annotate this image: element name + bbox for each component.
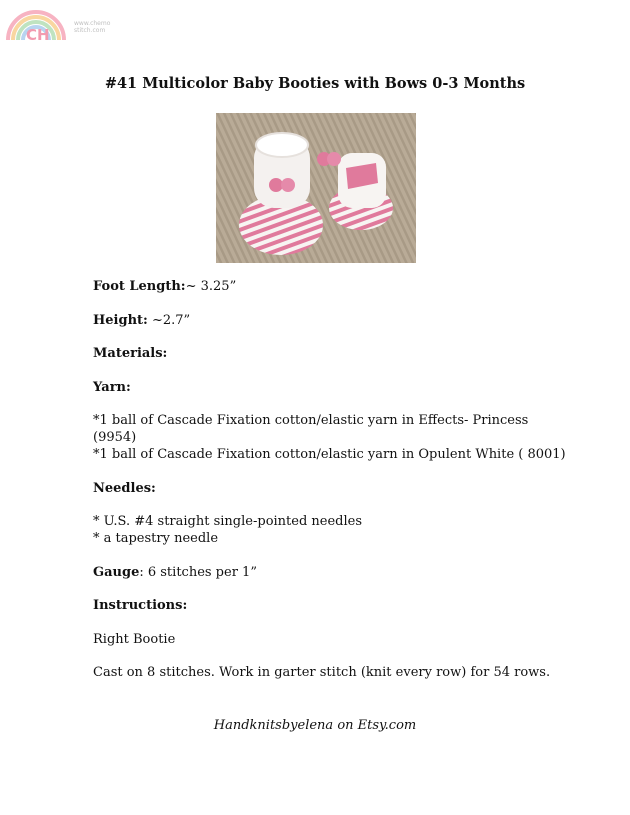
footer-credit: Handknitsbyelena on Etsy.com bbox=[213, 718, 417, 733]
logo-letters: CH bbox=[26, 26, 50, 44]
height: Height: ~2.7” bbox=[93, 312, 191, 328]
needles-heading: Needles: bbox=[93, 480, 156, 496]
needles-line-1: * U.S. #4 straight single-pointed needles bbox=[93, 514, 363, 529]
watermark-logo bbox=[4, 4, 134, 44]
yarn-line-1: *1 ball of Cascade Fixation cotton/elastic yarn in Effects- Princess bbox=[93, 413, 529, 428]
yarn-line-1b: (9954) bbox=[93, 430, 137, 445]
booties-photo bbox=[216, 113, 416, 263]
materials-heading: Materials: bbox=[93, 346, 168, 361]
yarn-line-2: *1 ball of Cascade Fixation cotton/elastic yarn in Opulent White ( 8001) bbox=[93, 447, 566, 462]
watermark-site: www.chemo stitch.com bbox=[74, 20, 111, 34]
section-title: Right Bootie bbox=[93, 631, 176, 647]
rainbow-logo-icon bbox=[4, 4, 74, 44]
pattern-details bbox=[93, 278, 573, 681]
step-1: Cast on 8 stitches. Work in garter stitch (knit every row) for 54 rows. bbox=[93, 665, 551, 680]
page-title: #41 Multicolor Baby Booties with Bows 0-3 Months bbox=[104, 75, 526, 92]
yarn-heading: Yarn: bbox=[93, 379, 131, 395]
foot-length: Foot Length:~ 3.25” bbox=[93, 279, 237, 294]
needles-line-2: * a tapestry needle bbox=[93, 531, 219, 546]
instructions-heading: Instructions: bbox=[93, 598, 188, 613]
gauge: Gauge: 6 stitches per 1” bbox=[93, 564, 257, 580]
